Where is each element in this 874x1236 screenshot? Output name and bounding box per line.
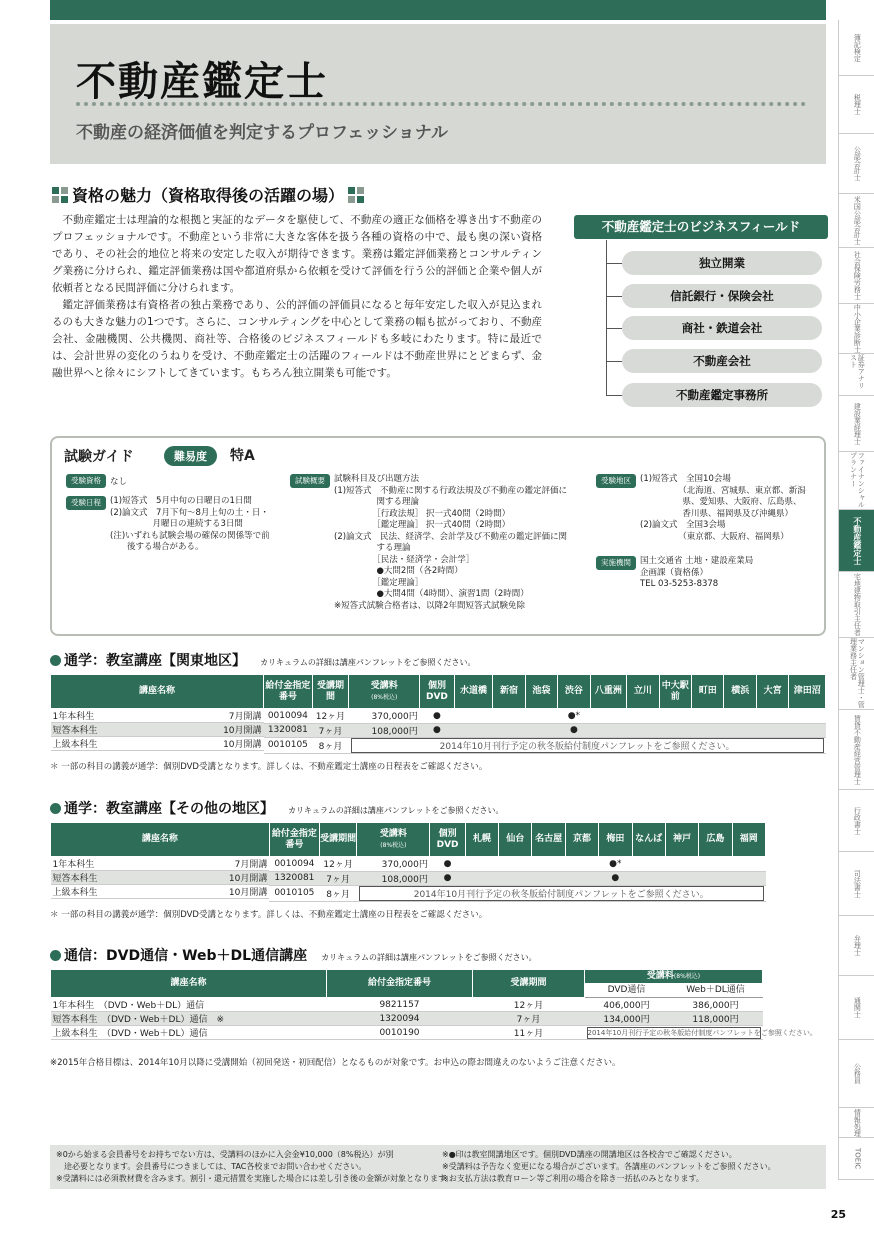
- exam-dates-value: (1)短答式 5月中旬の日曜日の1日間 (2)論文式 7月下旬～8月上旬の土・日・ 月曜日の連続する3日間 (注)いずれも試験会場の確保の関係等で前 後する場合がある。: [110, 496, 270, 552]
- course-open: 10月開講: [223, 740, 262, 750]
- side-tab[interactable]: 弁理士: [838, 916, 874, 976]
- table-row: [51, 998, 763, 1012]
- other-note: カリキュラムの詳細は講座パンフレットをご参照ください。: [288, 806, 504, 815]
- area-cell: ●*: [599, 857, 632, 872]
- table-header: [599, 823, 632, 857]
- area-cell: [565, 871, 598, 885]
- side-tab[interactable]: 中小企業診断士: [838, 304, 874, 354]
- course-mark: ※: [216, 1015, 225, 1025]
- period-cell: 12ヶ月: [473, 998, 585, 1012]
- side-tab[interactable]: 米国公認会計士: [838, 194, 874, 248]
- table-header-text: 給付金指定番号: [271, 828, 317, 850]
- area-cell: [724, 709, 756, 724]
- area-cell: [499, 871, 532, 885]
- fee-note: (8%税込): [371, 693, 398, 701]
- table-header-text: 講座名称: [141, 834, 178, 844]
- code-cell: 9821157: [327, 998, 473, 1012]
- qualification-value: なし: [110, 477, 128, 487]
- side-tab[interactable]: 簿記検定: [838, 20, 874, 76]
- course-name-cell: [51, 723, 264, 737]
- area-cell: [454, 709, 493, 724]
- period-cell: 8ヶ月: [319, 885, 357, 901]
- page-number: 25: [830, 1208, 846, 1221]
- area-cell: [499, 857, 532, 872]
- area-cell: [454, 723, 493, 737]
- table-row: [51, 1026, 763, 1040]
- area-cell: [692, 723, 724, 737]
- dl-table: [50, 969, 817, 1040]
- side-tab[interactable]: マンション管理士・管理業務主任者: [838, 638, 874, 710]
- tree-branch: [606, 395, 622, 396]
- top-bar: [50, 0, 826, 20]
- area-cell: [789, 709, 826, 724]
- tree-branch: [606, 263, 622, 264]
- tree-branch: [606, 296, 622, 297]
- area-cell: [493, 723, 525, 737]
- area-cell: [465, 871, 498, 885]
- area-cell: [565, 857, 598, 872]
- area-cell: [659, 723, 691, 737]
- area-cell: [732, 857, 765, 872]
- side-tab[interactable]: 情報処理: [838, 1108, 874, 1138]
- course-name: 1年本科生: [52, 712, 95, 722]
- badge: 受験日程: [66, 496, 106, 510]
- pamphlet-message: 2014年10月刊行予定の秋冬版給付制度パンフレットをご参照ください。: [351, 738, 824, 753]
- area-cell: [590, 723, 627, 737]
- table-header: [692, 675, 724, 709]
- table-header-text: 水道橋: [459, 686, 487, 696]
- bottom-notes-left: ※0から始まる会員番号をお持ちでない方は、受講料のほかに入会金¥10,000（8%税込）が別 途必要となります。会員番号につきましては、TAC各校までお問い合わせください。 ※受講料には必須教材費を含みます。割引・還元措置を実施した場合には差し引き後の金額が対象となります。: [56, 1150, 454, 1183]
- table-header-text: 梅田: [606, 834, 625, 844]
- message-cell: [349, 737, 826, 753]
- table-header: [632, 823, 665, 857]
- table-header: [532, 823, 565, 857]
- course-name-cell: [51, 885, 270, 899]
- hero-banner: [50, 24, 826, 164]
- course-type: （DVD・Web＋DL）通信: [103, 1001, 205, 1011]
- course-open: 10月開講: [228, 888, 268, 898]
- area-cell: [699, 857, 732, 872]
- kanto-table: [50, 674, 826, 754]
- area-cell: [732, 871, 765, 885]
- business-field-item: 商社・鉄道会社: [622, 316, 822, 340]
- code-cell: 0010105: [269, 885, 319, 901]
- side-tab[interactable]: 不動産鑑定士: [838, 510, 874, 572]
- bullet-icon: [50, 950, 61, 961]
- dvd-fee-cell: 134,000円: [585, 1012, 669, 1026]
- business-field-item: 不動産会社: [622, 349, 822, 373]
- dl-footnote: ※2015年合格目標は、2014年10月以降に受講開始（初回発送・初回配信）となるものが対象です。お申込の際お間違えのないようご注意ください。: [50, 1058, 621, 1068]
- period-cell: 8ヶ月: [312, 737, 349, 753]
- side-tabs: [838, 20, 874, 1180]
- table-header: [357, 823, 430, 857]
- business-field-title: 不動産鑑定士のビジネスフィールド: [574, 215, 828, 239]
- area-cell: ●: [599, 871, 632, 885]
- area-cell: [532, 857, 565, 872]
- course-name: 上級本科生: [52, 1029, 98, 1039]
- area-cell: [493, 709, 525, 724]
- course-open: 7月開講: [228, 712, 262, 722]
- kanto-section-title: [50, 650, 476, 670]
- course-name-cell: [51, 1012, 327, 1026]
- area-cell: [627, 709, 659, 724]
- course-open: 10月開講: [228, 874, 268, 884]
- table-header: [312, 675, 349, 709]
- table-header-text: 福岡: [739, 834, 758, 844]
- course-name-cell: [51, 871, 270, 885]
- table-header: [756, 675, 788, 709]
- code-cell: 0010094: [264, 709, 313, 724]
- message-cell: [357, 885, 766, 901]
- appeal-paragraph: 鑑定評価業務は有資格者の独占業務であり、公的評価の評価員になると毎年安定した収入が見込まれるのも大きな魅力の1つです。さらに、コンサルティングを中心として業務の幅も拡がっており、不動産会社、金融機関、公共機関、商社等、合格後のビジネスフィールドも多岐にわたります。特に最近では、会計世界の変化のうねりを受け、不動産鑑定士の活躍のフィールドは不動産世界にとどまらず、金融世界へと徐々にシフトしてきています。もちろん独立開業も可能です。: [52, 299, 542, 379]
- table-header-text: 京都: [572, 834, 591, 844]
- table-header: [627, 675, 659, 709]
- table-header: 受講期間: [473, 970, 585, 998]
- pamphlet-message: 2014年10月刊行予定の秋冬版給付制度パンフレットをご参照ください。: [359, 886, 764, 901]
- message-cell: [585, 1026, 817, 1040]
- table-row: [51, 871, 766, 885]
- code-cell: 1320094: [327, 1012, 473, 1026]
- square-icon: [52, 187, 68, 203]
- table-header-text: 受講期間: [320, 834, 357, 844]
- page-title: 不動産鑑定士: [76, 59, 328, 105]
- appeal-heading: [52, 183, 364, 206]
- table-header-text: 八重洲: [594, 686, 622, 696]
- side-tab[interactable]: 賃貸不動産経営管理士: [838, 710, 874, 790]
- badge: 実施機関: [596, 556, 636, 570]
- area-cell: [756, 709, 788, 724]
- exam-guide-title: 試験ガイド: [64, 449, 134, 465]
- exam-outline-value: 試験科目及び出題方法 (1)短答式 不動産に関する行政法規及び不動産の鑑定評価に 関する理論 ［行政法規］ 択一式40問（2時間） ［鑑定理論］ 択一式40問（2時間） (2)論文式 民法、経済学、会計学及び不動産の鑑定評価に関 する理論 ［民法・経済学・会計学］ ●大問2問（各2時間） ［鑑定理論］ ●大問4問（4時間）、演習1問（2時間） ※短答式試験合格者は、以降2年間短答式試験免除: [334, 474, 568, 611]
- course-name: 短答本科生: [52, 726, 98, 736]
- area-cell: [692, 709, 724, 724]
- appeal-paragraph: 不動産鑑定士は理論的な根拠と実証的なデータを駆使して、不動産の適正な価格を導き出す不動産のプロフェッショナルです。不動産という非常に大きな客体を扱う各種の資格の中で、最も奥の深い資格であり、その社会的地位と将来の安定した収入が期待できます。業務は鑑定評価業務とコンサルティング業務に分けられ、鑑定評価業務は国や都道府県から依頼を受けて評価を行う公的評価と企業や個人が依頼者となる民間評価に分けられます。: [52, 214, 542, 294]
- exam-org-value: 国土交通省 土地・建設産業局 企画課（資格係） TEL 03-5253-8378: [640, 556, 754, 589]
- tree-branch: [606, 328, 622, 329]
- badge: 受験地区: [596, 474, 636, 488]
- square-icon: [348, 187, 364, 203]
- table-header: [525, 675, 557, 709]
- other-table: [50, 822, 766, 902]
- code-cell: 0010094: [269, 857, 319, 872]
- business-field-item: 独立開業: [622, 251, 822, 275]
- exam-guide: [50, 436, 826, 636]
- period-cell: 7ヶ月: [473, 1012, 585, 1026]
- course-name-cell: [51, 709, 264, 723]
- difficulty-label: 難易度: [164, 446, 217, 466]
- table-header-text: なんば: [635, 834, 663, 844]
- period-cell: 7ヶ月: [312, 723, 349, 737]
- table-header-text: 給付金指定番号: [265, 680, 311, 702]
- bullet-icon: [50, 803, 61, 814]
- area-cell: [665, 857, 698, 872]
- page-subtitle: 不動産の経済価値を判定するプロフェッショナル: [76, 123, 448, 143]
- business-field-item: 不動産鑑定事務所: [622, 383, 822, 407]
- course-name: 短答本科生: [52, 874, 98, 884]
- table-header: [51, 823, 270, 857]
- fee-cell: 108,000円: [349, 723, 420, 737]
- table-header-text: 広島: [706, 834, 725, 844]
- table-header: [585, 970, 763, 984]
- table-header: [565, 823, 598, 857]
- course-name-cell: [51, 737, 264, 751]
- side-tab[interactable]: ファイナンシャルプランナー: [838, 452, 874, 510]
- table-header: [499, 823, 532, 857]
- table-row: [51, 1012, 763, 1026]
- area-cell: [756, 723, 788, 737]
- table-header: [465, 823, 498, 857]
- other-footnote: ＊ 一部の科目の講義が通学：個別DVD受講となります。詳しくは、不動産鑑定士講座の日程表をご確認ください。: [50, 910, 488, 920]
- table-header: [493, 675, 525, 709]
- exam-area: [596, 474, 806, 543]
- side-tab[interactable]: 行政書士: [838, 790, 874, 852]
- course-open: 10月開講: [223, 726, 262, 736]
- dvd-cell: ●: [420, 723, 454, 737]
- area-cell: [665, 871, 698, 885]
- course-name: 上級本科生: [52, 888, 98, 898]
- area-cell: [525, 709, 557, 724]
- area-cell: [525, 723, 557, 737]
- side-tab[interactable]: 建設業経理士: [838, 396, 874, 452]
- side-tab[interactable]: 公認会計士: [838, 134, 874, 194]
- table-header: [724, 675, 756, 709]
- side-tab[interactable]: 社会保険労務士: [838, 248, 874, 304]
- table-header-text: 受講料: [379, 828, 407, 839]
- table-header-text: 講座名称: [139, 686, 176, 696]
- other-section-title: [50, 798, 504, 818]
- table-header-text: 横浜: [731, 686, 750, 696]
- table-header: [51, 675, 264, 709]
- exam-area-value: (1)短答式 全国10会場 （北海道、宮城県、東京都、新潟 県、愛知県、大阪府、広島県、 香川県、福岡県及び沖縄県） (2)論文式 全国3会場 （東京都、大阪府、福岡県）: [640, 474, 806, 542]
- table-header-text: 個別DVD: [426, 680, 448, 702]
- table-header: 講座名称: [51, 970, 327, 998]
- area-cell: [632, 857, 665, 872]
- kanto-note: カリキュラムの詳細は講座パンフレットをご参照ください。: [260, 658, 476, 667]
- period-cell: 12ヶ月: [319, 857, 357, 872]
- course-type: （DVD・Web＋DL）通信: [106, 1015, 208, 1025]
- table-row: [51, 857, 766, 872]
- dotted-divider: [76, 102, 806, 106]
- course-name: 1年本科生: [52, 1001, 95, 1011]
- course-name: 1年本科生: [52, 860, 95, 870]
- area-cell: [590, 709, 627, 724]
- appeal-body: [52, 212, 542, 382]
- area-cell: ●: [558, 723, 590, 737]
- table-header-text: 津田沼: [793, 686, 821, 696]
- area-cell: [659, 709, 691, 724]
- table-header: [659, 675, 691, 709]
- area-cell: [532, 871, 565, 885]
- area-cell: [789, 723, 826, 737]
- table-header: Web＋DL通信: [669, 984, 763, 998]
- qualification: [66, 474, 127, 489]
- badge: 試験概要: [290, 474, 330, 488]
- course-name: 短答本科生: [52, 1015, 98, 1025]
- kanto-footnote: ＊ 一部の科目の講義が通学：個別DVD受講となります。詳しくは、不動産鑑定士講座の日程表をご確認ください。: [50, 762, 488, 772]
- table-header-text: 大宮: [763, 686, 782, 696]
- appeal-heading-text: 資格の魅力（資格取得後の活躍の場）: [72, 186, 345, 205]
- web-fee-cell: 386,000円: [669, 998, 763, 1012]
- table-header: [420, 675, 454, 709]
- table-header: [665, 823, 698, 857]
- table-header-text: 町田: [698, 686, 717, 696]
- fee-note: (8%税込): [380, 841, 407, 849]
- side-tab[interactable]: 司法書士: [838, 852, 874, 916]
- area-cell: [699, 871, 732, 885]
- dvd-cell: ●: [430, 871, 465, 885]
- side-tab[interactable]: 宅地建物取引主任者: [838, 572, 874, 638]
- exam-outline: [290, 474, 567, 612]
- code-cell: 0010105: [264, 737, 313, 753]
- dvd-cell: ●: [420, 709, 454, 724]
- side-tab[interactable]: 証券アナリスト: [838, 354, 874, 396]
- code-cell: 1320081: [264, 723, 313, 737]
- table-header-text: 立川: [633, 686, 652, 696]
- table-header: [264, 675, 313, 709]
- table-header-text: 受講料: [370, 680, 398, 691]
- table-row: [51, 885, 766, 901]
- fee-cell: 370,000円: [349, 709, 420, 724]
- bottom-notes-right: ※●印は教室開講地区です。個別DVD講座の開講地区は各校舎でご確認ください。 ※受講料は予告なく変更になる場合がございます。各講座のパンフレットをご参照ください。 ※お支払方法は教育ローン等ご利用の場合を除き一括払のみとなります。: [442, 1150, 776, 1183]
- other-title-text: 通学：教室講座【その他の地区】: [64, 801, 274, 817]
- period-cell: 7ヶ月: [319, 871, 357, 885]
- table-header: [269, 823, 319, 857]
- table-header: [590, 675, 627, 709]
- area-cell: [465, 857, 498, 872]
- business-field-item: 信託銀行・保険会社: [622, 284, 822, 308]
- table-header: [789, 675, 826, 709]
- table-header-text: 仙台: [506, 834, 525, 844]
- dl-note: カリキュラムの詳細は講座パンフレットをご参照ください。: [321, 953, 537, 962]
- pamphlet-message: 2014年10月刊行予定の秋冬版給付制度パンフレットをご参照ください。: [587, 1028, 817, 1037]
- bullet-icon: [50, 655, 61, 666]
- table-header: [349, 675, 420, 709]
- difficulty-value: 特A: [230, 448, 255, 464]
- bottom-notes: [50, 1145, 826, 1189]
- side-tab[interactable]: 公務員: [838, 1040, 874, 1108]
- dvd-fee-cell: 406,000円: [585, 998, 669, 1012]
- course-name: 上級本科生: [52, 740, 98, 750]
- period-cell: 12ヶ月: [312, 709, 349, 724]
- table-header-text: 神戸: [673, 834, 692, 844]
- fee-note: (8%税込): [673, 973, 701, 980]
- table-header: [558, 675, 590, 709]
- side-tab[interactable]: 通関士: [838, 976, 874, 1040]
- table-header-text: 受講料: [646, 971, 674, 981]
- table-header: 給付金指定番号: [327, 970, 473, 998]
- table-row: [51, 737, 826, 753]
- dvd-cell: ●: [430, 857, 465, 872]
- web-fee-cell: 118,000円: [669, 1012, 763, 1026]
- table-header-text: 中大駅前: [661, 680, 689, 702]
- area-cell: [627, 723, 659, 737]
- table-header: [454, 675, 493, 709]
- course-name-cell: [51, 1026, 327, 1040]
- side-tab[interactable]: TOEIC: [838, 1138, 874, 1180]
- course-type: （DVD・Web＋DL）通信: [106, 1029, 208, 1039]
- dl-section-title: [50, 945, 537, 965]
- area-cell: ●*: [558, 709, 590, 724]
- table-header: [319, 823, 357, 857]
- period-cell: 11ヶ月: [473, 1026, 585, 1040]
- tree-branch: [606, 361, 622, 362]
- course-name-cell: [51, 857, 270, 871]
- badge: 受験資格: [66, 474, 106, 488]
- table-header: [430, 823, 465, 857]
- fee-cell: 108,000円: [357, 871, 430, 885]
- code-cell: 1320081: [269, 871, 319, 885]
- table-header-text: 渋谷: [564, 686, 583, 696]
- table-header: [699, 823, 732, 857]
- table-row: [51, 723, 826, 737]
- exam-dates: [66, 496, 270, 554]
- dl-title-text: 通信：DVD通信・Web＋DL通信講座: [64, 948, 308, 964]
- table-header-text: 札幌: [472, 834, 491, 844]
- table-header-text: 池袋: [532, 686, 551, 696]
- side-tab[interactable]: 税理士: [838, 76, 874, 134]
- area-cell: [632, 871, 665, 885]
- table-header-text: 個別DVD: [436, 828, 459, 850]
- fee-cell: 370,000円: [357, 857, 430, 872]
- kanto-title-text: 通学：教室講座【関東地区】: [64, 653, 246, 669]
- table-header: DVD通信: [585, 984, 669, 998]
- table-row: [51, 709, 826, 724]
- table-header-text: 新宿: [499, 686, 518, 696]
- code-cell: 0010190: [327, 1026, 473, 1040]
- table-header-text: 名古屋: [535, 834, 563, 844]
- course-name-cell: [51, 998, 327, 1012]
- area-cell: [724, 723, 756, 737]
- table-header: [732, 823, 765, 857]
- exam-org: [596, 556, 753, 591]
- table-header-text: 受講期間: [316, 680, 344, 702]
- course-open: 7月開講: [234, 860, 268, 870]
